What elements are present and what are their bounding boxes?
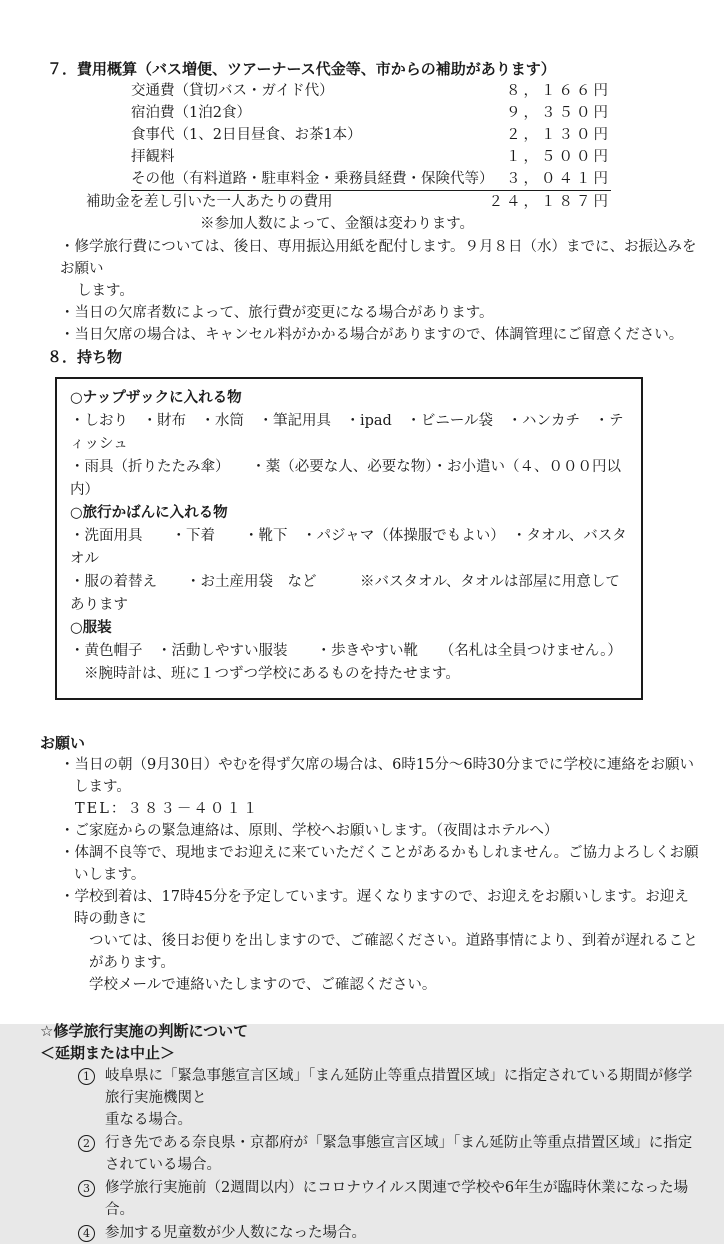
bullet-absence-call: ・当日の朝（9月30日）やむを得ず欠席の場合は、6時15分～6時30分までに学校に連絡をお願いします。 xyxy=(60,757,695,795)
travel-bag-items-line1: ・洗面用具 ・下着 ・靴下 ・パジャマ（体操服でもよい） ・タオル、バスタオル xyxy=(70,528,627,567)
bullet-cancel-fee: ・当日欠席の場合は、キャンセル料がかかる場合がありますので、体調管理にご留意ください。 xyxy=(60,327,684,343)
cost-value: ８，１６６円 xyxy=(506,83,611,99)
bullet-pickup-possibility: ・体調不良等で、現地までお迎えに来ていただくことがあるかもしれません。ご協力よろしくお願いします。 xyxy=(60,845,699,883)
decision-item-4 xyxy=(40,1222,700,1244)
circled-number-1: 1 xyxy=(78,1068,95,1085)
cost-row xyxy=(131,146,611,168)
request-heading: お願い xyxy=(40,734,86,752)
cost-row-other xyxy=(131,168,611,191)
cost-row xyxy=(131,124,611,146)
travel-bag-title: ○旅行かばんに入れる物 xyxy=(70,505,228,521)
cost-table xyxy=(48,80,611,235)
postpone-cancel-subheading: ＜延期または中止＞ xyxy=(40,1044,176,1062)
decision-section xyxy=(40,1020,700,1244)
decision-heading: ☆修学旅行実施の判断について xyxy=(40,1022,249,1040)
cost-label: 拝観料 xyxy=(131,149,175,165)
bullet-arrival-line3: 学校メールで連絡いたしますので、ご確認ください。 xyxy=(89,977,437,993)
decision-item-3 xyxy=(40,1177,700,1221)
knapsack-items-line2: ・雨具（折りたたみ傘） ・薬（必要な人、必要な物）・お小遣い（４、０００円以内） xyxy=(70,459,621,498)
cost-row xyxy=(131,102,611,124)
decision-item-1 xyxy=(40,1065,700,1131)
knapsack-title: ○ナップザックに入れる物 xyxy=(70,390,242,406)
cost-label: その他（有料道路・駐車料金・乗務員経費・保険代等） xyxy=(131,171,494,187)
school-phone-number: TEL：３８３－４０１１ xyxy=(75,801,260,817)
watch-note: ※腕時計は、班に１つずつ学校にあるものを持たせます。 xyxy=(84,666,460,682)
circled-number-3: 3 xyxy=(78,1180,95,1197)
packing-list-box xyxy=(55,377,643,700)
bullet-payment-line1: ・修学旅行費については、後日、専用振込用紙を配付します。９月８日（水）までに、お振込みをお願い xyxy=(60,239,697,277)
dress-code-title: ○服装 xyxy=(70,620,112,636)
cost-label: 交通費（貸切バス・ガイド代） xyxy=(131,83,334,99)
circled-number-4: 4 xyxy=(78,1225,95,1242)
decision-item-1-line2: 重なる場合。 xyxy=(105,1112,192,1128)
decision-item-2-text: 行き先である奈良県・京都府が「緊急事態宣言区域」「まん延防止等重点措置区域」に指定されている場合。 xyxy=(105,1135,693,1173)
cost-total-value: ２４，１８７円 xyxy=(488,194,611,210)
section7-bullets xyxy=(60,236,700,346)
dress-code-items: ・黄色帽子 ・活動しやすい服装 ・歩きやすい靴 （名札は全員つけません。） xyxy=(70,643,622,659)
decision-item-4-text: 参加する児童数が少人数になった場合。 xyxy=(105,1225,366,1241)
cost-label: 宿泊費（1泊2食） xyxy=(131,105,251,121)
cost-value: ９，３５０円 xyxy=(506,105,611,121)
decision-item-3-text: 修学旅行実施前（2週間以内）にコロナウイルス関連で学校や6年生が臨時休業になった場合。 xyxy=(105,1180,689,1218)
decision-item-2 xyxy=(40,1132,700,1176)
section7-heading: ７．費用概算（バス増便、ツアーナース代金等、市からの補助があります） xyxy=(47,60,556,78)
cost-row xyxy=(131,80,611,102)
cost-total-label: 補助金を差し引いた一人あたりの費用 xyxy=(86,194,333,210)
decision-item-1-line1: 岐阜県に「緊急事態宣言区域」「まん延防止等重点措置区域」に指定されている期間が修学旅行実施機関と xyxy=(105,1068,693,1106)
bullet-absentee-count: ・当日の欠席者数によって、旅行費が変更になる場合があります。 xyxy=(60,305,494,321)
cost-value: １，５００円 xyxy=(506,149,611,165)
section8-heading: ８．持ち物 xyxy=(47,348,123,366)
bullet-emergency-contact: ・ご家庭からの緊急連絡は、原則、学校へお願いします。（夜間はホテルへ） xyxy=(60,823,559,839)
knapsack-items-line1: ・しおり ・財布 ・水筒 ・筆記用具 ・ipad ・ビニール袋 ・ハンカチ ・ティッシュ xyxy=(70,413,624,452)
request-section xyxy=(40,732,700,996)
cost-value: ２，１３０円 xyxy=(506,127,611,143)
cost-note: ※参加人数によって、金額は変わります。 xyxy=(200,216,475,232)
cost-total-row xyxy=(86,191,611,213)
circled-number-2: 2 xyxy=(78,1135,95,1152)
cost-value: ３，０４１円 xyxy=(506,171,611,187)
bullet-payment-line2: します。 xyxy=(77,283,134,299)
bullet-arrival-line1: ・学校到着は、17時45分を予定しています。遅くなりますので、お迎えをお願いします。お迎え時の動きに xyxy=(60,889,689,927)
cost-label: 食事代（1、2日目昼食、お茶1本） xyxy=(131,127,362,143)
travel-bag-items-line2: ・服の着替え ・お土産用袋 など ※バスタオル、タオルは部屋に用意してあります xyxy=(70,574,620,613)
bullet-arrival xyxy=(60,886,700,996)
bullet-arrival-line2: ついては、後日お便りを出しますので、ご確認ください。道路事情により、到着が遅れることがあります。 xyxy=(89,933,698,971)
